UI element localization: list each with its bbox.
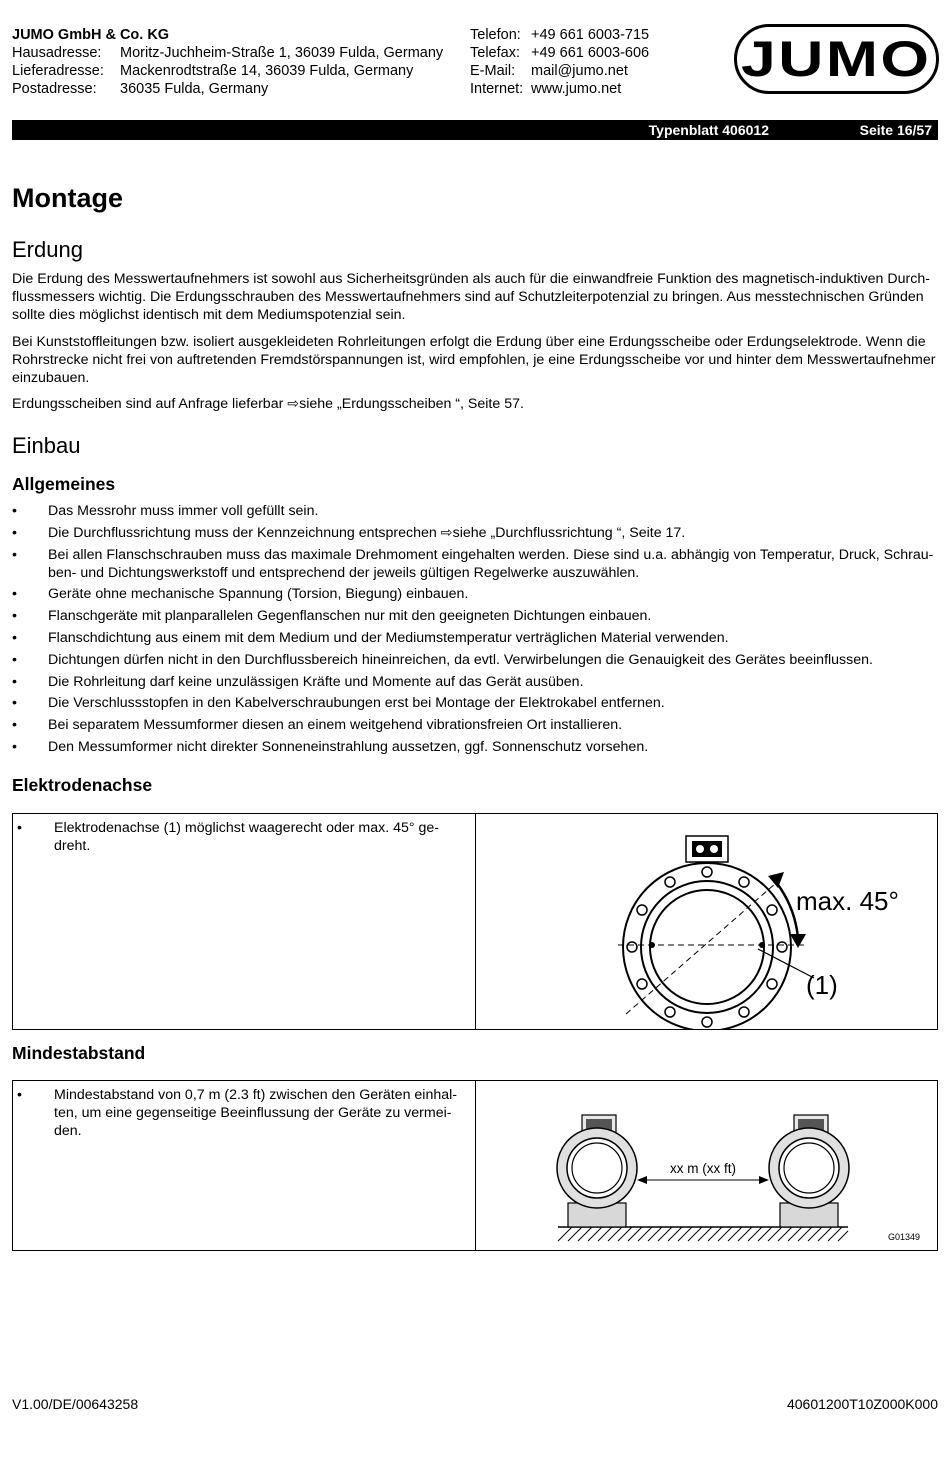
heading-allgemeines: Allgemeines xyxy=(12,474,116,494)
list-item: • Flanschgeräte mit planparallelen Gegenflanschen nur mit den geeigneten Dichtungen einbauen. xyxy=(12,607,938,625)
address-row: Postadresse: 36035 Fulda, Germany xyxy=(12,81,269,97)
electrode-callout: (1) xyxy=(806,970,838,1000)
distance-label: xx m (xx ft) xyxy=(670,1161,736,1176)
paragraph: Erdungsscheiben sind auf Anfrage lieferbar ⇨siehe „Erdungsscheiben “, Seite 57. xyxy=(12,396,524,412)
jumo-logo: JUMO xyxy=(734,24,939,94)
company-address-block xyxy=(12,26,443,98)
list-item: • Flanschdichtung aus einem mit dem Medium und der Mediumstemperatur verträglichen Material verwenden. xyxy=(12,629,938,647)
electrode-axis-figure xyxy=(476,814,937,1029)
contact-row: Internet: www.jumo.net xyxy=(470,81,622,97)
page-title: Montage xyxy=(12,183,123,213)
list-item: • Die Rohrleitung darf keine unzulässigen Kräfte und Momente auf das Gerät ausüben. xyxy=(12,673,938,691)
paragraph: Die Erdung des Messwertaufnehmers ist sowohl aus Sicherheitsgründen als auch für die einwandfreie Funktion des magnetisch-induktiven Durchflussmessers wichtig. Die Erdungsschrauben des Messwertaufnehmers sind auf Schutzleiterpotenzial zu bringen. Aus messtechnischen Gründen sollte dies möglichst identisch mit dem Mediumspotenzial sein. xyxy=(12,271,930,323)
list-item: • Dichtungen dürfen nicht in den Durchflussbereich hineinreichen, da evtl. Verwirbelungen die Genauigkeit des Gerätes beeinflussen. xyxy=(12,651,938,669)
table-cell-text: • Mindestabstand von 0,7 m (2.3 ft) zwischen den Geräten einhalten, um eine gegenseitige Beeinflussung der Geräte zu vermeiden. xyxy=(17,1086,457,1140)
paragraph: Bei Kunststoffleitungen bzw. isoliert ausgekleideten Rohrleitungen erfolgt die Erdung über eine Erdungsscheibe oder Erdungselektrode. Wenn die Rohrstrecke nicht frei von auftretenden Fremdstörspannungen ist, wird empfohlen, je eine Erdungsscheibe vor und hinter dem Messwertaufnehmer einzubauen. xyxy=(12,334,936,386)
footer-order-code: 40601200T10Z000K000 xyxy=(786,1396,938,1412)
angle-label: max. 45° xyxy=(796,886,899,916)
heading-elektrodenachse: Elektrodenachse xyxy=(12,775,153,795)
heading-einbau: Einbau xyxy=(12,433,81,458)
datasheet-number: Typenblatt 406012 xyxy=(648,122,769,138)
contact-row: Telefon: +49 661 6003-715 xyxy=(470,27,650,43)
figure-code: G01349 xyxy=(888,1232,921,1242)
bullet-list xyxy=(12,502,938,760)
elektrodenachse-table xyxy=(12,813,938,1030)
list-item: • Den Messumformer nicht direkter Sonneneinstrahlung aussetzen, ggf. Sonnenschutz vorsehen. xyxy=(12,738,938,756)
list-item: • Das Messrohr muss immer voll gefüllt sein. xyxy=(12,502,938,520)
address-row: Lieferadresse: Mackenrodtstraße 14, 36039 Fulda, Germany xyxy=(12,63,414,79)
list-item: • Die Verschlussstopfen in den Kabelverschraubungen erst bei Montage der Elektrokabel entfernen. xyxy=(12,694,938,712)
mindestabstand-table xyxy=(12,1080,938,1251)
list-item: • Bei separatem Messumformer diesen an einem weitgehend vibrationsfreien Ort installieren. xyxy=(12,716,938,734)
page-number: Seite 16/57 xyxy=(859,122,932,138)
contact-row: E-Mail: mail@jumo.net xyxy=(470,63,628,79)
list-item: • Geräte ohne mechanische Spannung (Torsion, Biegung) einbauen. xyxy=(12,585,938,603)
contact-row: Telefax: +49 661 6003-606 xyxy=(470,45,650,61)
heading-mindestabstand: Mindestabstand xyxy=(12,1043,146,1063)
company-name: JUMO GmbH & Co. KG xyxy=(12,27,170,43)
footer-version: V1.00/DE/00643258 xyxy=(12,1396,139,1412)
contact-block xyxy=(470,26,649,98)
list-item: • Bei allen Flanschschrauben muss das maximale Drehmoment eingehalten werden. Diese sind u.a. abhängig von Temperatur, Druck, Schrauben- und Dichtungswerkstoff und entsprechend der jeweils gültigen Regelwerke auszuwählen. xyxy=(12,546,938,582)
datasheet-bar xyxy=(12,120,938,140)
address-row: Hausadresse: Moritz-Juchheim-Straße 1, 36039 Fulda, Germany xyxy=(12,45,444,61)
minimum-distance-figure xyxy=(476,1081,937,1250)
heading-erdung: Erdung xyxy=(12,237,83,262)
table-cell-text: • Elektrodenachse (1) möglichst waagerecht oder max. 45° gedreht. xyxy=(17,819,457,855)
list-item: • Die Durchflussrichtung muss der Kennzeichnung entsprechen ⇨siehe „Durchflussrichtung “, Seite 17. xyxy=(12,524,938,542)
